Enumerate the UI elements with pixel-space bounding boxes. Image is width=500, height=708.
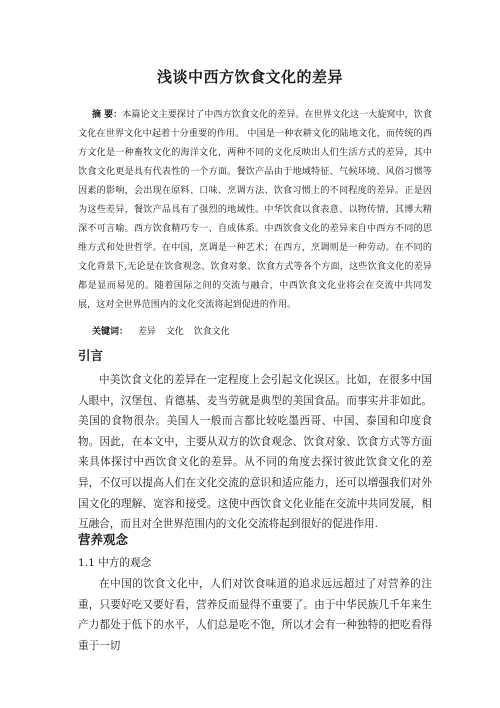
keyword-item: 饮食文化: [193, 327, 230, 337]
keywords-label: 关键词：: [92, 327, 129, 337]
keyword-item: 文化: [165, 327, 184, 337]
section-heading-nutrition: 营养观念: [78, 532, 129, 547]
intro-paragraph: 中美饮食文化的差异在一定程度上会引起文化误区。比如，在很多中国人眼中，汉堡包、肯德基、麦当劳就是典型的美国食品。而事实并非如此。美国的食物很杂。美国人一般而言都比较吃墨西哥、中国、泰国和印度食物。因此，在本文中，主要从双方的饮食观念、饮食对象、饮食方式等方面来具体探讨中西饮食文化的差异。从不同的角度去探讨彼此饮食文化的差异，不仅可以提高人们在文化交流的意识和适应能力，还可以增强我们对外国文化的理解、宽容和接受。这使中西饮食文化业能在交流中共同发展，相互融合，而且对全世界范围内的文化交流将起到很好的促进作用.: [78, 374, 432, 531]
abstract-text: 本篇论文主要探讨了中西方饮食文化的差异。在世界文化这一大旋窝中，饮食文化在世界文化中起着十分重要的作用。 中国是一种农耕文化的陆地文化，而传统的西方文化是一种畜牧文化的海洋文化，两种不同的文化反映出人们生活方式的差异，其中饮食文化更是具有代表性的一个方面。餐饮产品由于地域特征、气候环境、风俗习惯等因素的影响，会出现在原料、口味、烹调方法、饮食习惯上的不同程度的差异。正是因为这些差异，餐饮产品具有了强烈的地域性。中华饮食以食表意、以物传情，其博大精深不可言喻。西方饮食精巧专一、自成体系。中西饮食文化的差异来自中西方不同的思维方式和处世哲学。在中国，烹调是一种艺术；在西方，烹调则是一种劳动。在不同的文化背景下,无论是在饮食观念、饮食对象、饮食方式等各个方面，这些饮食文化的差异都是显而易见的。随着国际之间的交流与融合，中西饮食文化业将会在交流中共同发展，这对全世界范围内的文化交流将起到促进的作用。: [78, 110, 432, 310]
abstract-block: [78, 106, 432, 315]
paper-title: 浅谈中西方饮食文化的差异: [156, 68, 343, 86]
keyword-item: 差异: [137, 327, 156, 337]
section-heading-intro: 引言: [78, 348, 104, 363]
subsection-heading: 1.1 中方的观念: [78, 557, 152, 569]
abstract-label: 摘 要：: [92, 110, 123, 120]
keywords-line: [92, 325, 230, 339]
nutrition-paragraph: 在中国的饮食文化中，人们对饮食味道的追求远远超过了对营养的注重，只要好吃又要好看，营养反而显得不重要了。由于中华民族几千年来生产力都处于低下的水平，人们总是吃不饱，所以才会有一种独特的把吃看得重于一切: [78, 578, 432, 652]
